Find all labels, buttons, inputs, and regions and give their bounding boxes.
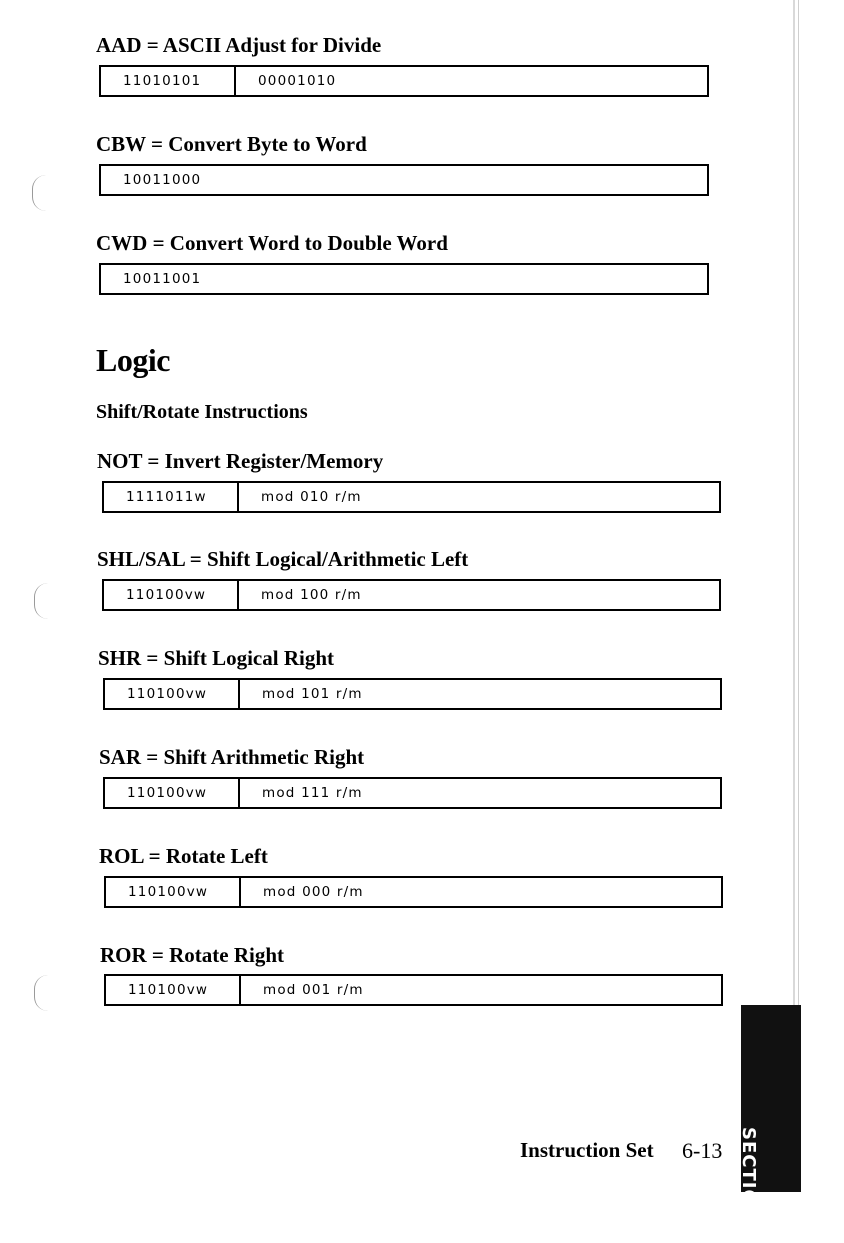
shr-heading: SHR = Shift Logical Right [98,646,334,670]
sar-heading: SAR = Shift Arithmetic Right [99,745,365,769]
binding-mark [32,175,47,211]
shr-byte2: mod 101 r/m [262,686,363,702]
shr-byte1: 110100vw [105,680,240,708]
not-byte1: 1111011w [104,483,239,511]
ror-heading: ROR = Rotate Right [100,943,285,967]
section-tab-label: SECTION 6 [738,1127,759,1243]
cwd-heading: CWD = Convert Word to Double Word [96,231,448,255]
cwd-byte1: 10011001 [123,271,202,287]
footer-title: Instruction Set [520,1138,654,1162]
not-opcode-box [102,481,721,513]
sar-byte2: mod 111 r/m [262,785,363,801]
cbw-opcode-box [99,164,709,196]
shl-sal-heading: SHL/SAL = Shift Logical/Arithmetic Left [97,547,469,571]
binding-mark [34,975,49,1011]
binding-mark [34,583,49,619]
aad-opcode-box [99,65,709,97]
rol-byte1: 110100vw [106,878,241,906]
shr-opcode-box [103,678,722,710]
rol-opcode-box [104,876,723,908]
page-number: 6-13 [682,1138,723,1163]
aad-byte2: 00001010 [258,73,337,89]
not-byte2: mod 010 r/m [261,489,362,505]
shift-rotate-subheading: Shift/Rotate Instructions [96,401,308,423]
shl-sal-byte1: 110100vw [104,581,239,609]
aad-byte1: 11010101 [101,67,236,95]
not-heading: NOT = Invert Register/Memory [97,449,384,473]
sar-byte1: 110100vw [105,779,240,807]
cbw-heading: CBW = Convert Byte to Word [96,132,367,156]
ror-opcode-box [104,974,723,1006]
aad-heading: AAD = ASCII Adjust for Divide [96,33,382,57]
cbw-byte1: 10011000 [123,172,202,188]
cwd-opcode-box [99,263,709,295]
rol-heading: ROL = Rotate Left [99,844,268,868]
ror-byte2: mod 001 r/m [263,982,364,998]
sar-opcode-box [103,777,722,809]
shl-sal-opcode-box [102,579,721,611]
logic-section-title: Logic [96,342,170,378]
ror-byte1: 110100vw [106,976,241,1004]
shl-sal-byte2: mod 100 r/m [261,587,362,603]
rol-byte2: mod 000 r/m [263,884,364,900]
